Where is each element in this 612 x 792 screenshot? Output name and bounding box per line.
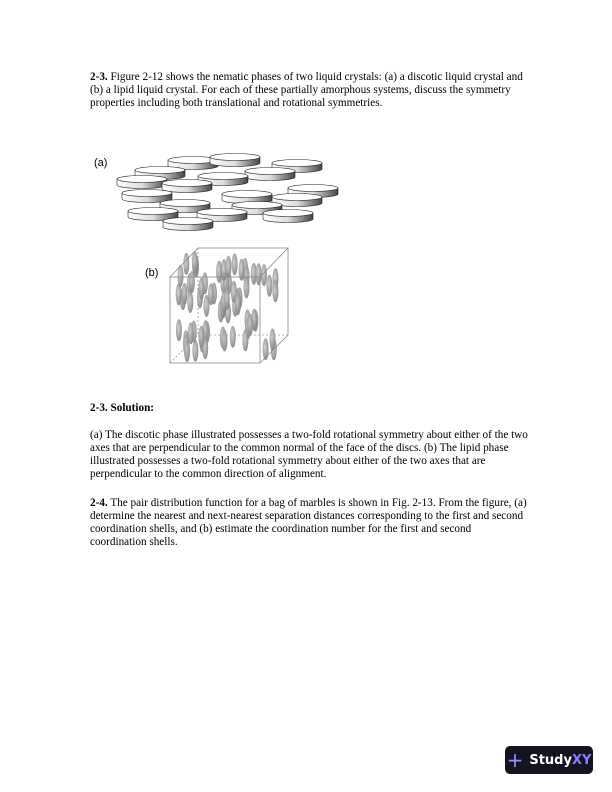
lipid-molecule [225,256,231,278]
lipid-molecule [266,275,272,297]
lipid-molecule [192,340,198,362]
lipid-molecule [272,280,278,302]
figure-label-a: (a) [94,157,108,169]
lipid-molecule [270,328,276,350]
discotic-discs [117,154,338,231]
lipid-molecule [239,259,245,281]
lipid-molecule [232,253,238,275]
disc [245,168,295,181]
lipid-molecule [235,293,241,315]
lipid-molecule [183,253,189,275]
studyxy-watermark: + StudyXY [506,748,592,772]
lipid-molecule [198,326,204,348]
lipid-molecules [176,251,279,362]
solution-text: (a) The discotic phase illustrated possesses a two-fold rotational symmetry about either of the two axes that are perpendicular to the common normal of the face of the discs. (b) The lipid phase illustrated possesses a two-fold rotational symmetry about either of the two axes that are perpendicular to the common direction of alignment. [90,429,528,480]
figure-label-b: (b) [145,267,159,279]
solution-heading: 2-3. Solution: [90,402,155,414]
problem-number: 2-4. [90,497,108,509]
lipid-molecule [187,291,193,313]
lipid-molecule [216,261,222,283]
disc [163,218,213,231]
lipid-molecule [256,263,262,285]
lipid-molecule [184,340,190,362]
problem-text: Figure 2-12 shows the nematic phases of two liquid crystals: (a) a discotic liquid crystal and (b) a lipid liquid crystal. For each of these partially amorphous systems, discuss the symmetry properties including both translational and rotational symmetries. [90,71,523,109]
problem-text: The pair distribution function for a bag of marbles is shown in Fig. 2-13. From the figure, (a) determine the nearest and next-nearest separation distances corresponding to the first and second coordination shells, and (b) estimate the coordination number for the first and second coordination shells. [90,497,527,548]
problem-2-4 [90,497,530,549]
lipid-molecule [182,283,188,305]
lipid-molecule [242,329,248,351]
lipid-molecule [192,251,198,273]
lipid-molecule [176,319,182,341]
lipid-molecule [247,314,253,336]
plus-icon: + [506,748,524,772]
lipid-molecule [244,276,250,298]
problem-number: 2-3. [90,71,108,83]
lipid-molecule [230,326,236,348]
disc [162,180,212,193]
lipid-molecule [188,322,194,344]
lipid-molecule [199,278,205,300]
disc [263,210,313,223]
lipid-molecule [204,295,210,317]
disc [210,154,260,167]
lipid-molecule [224,288,230,310]
lipid-molecule [222,330,228,352]
disc [122,190,172,203]
disc [117,176,167,189]
